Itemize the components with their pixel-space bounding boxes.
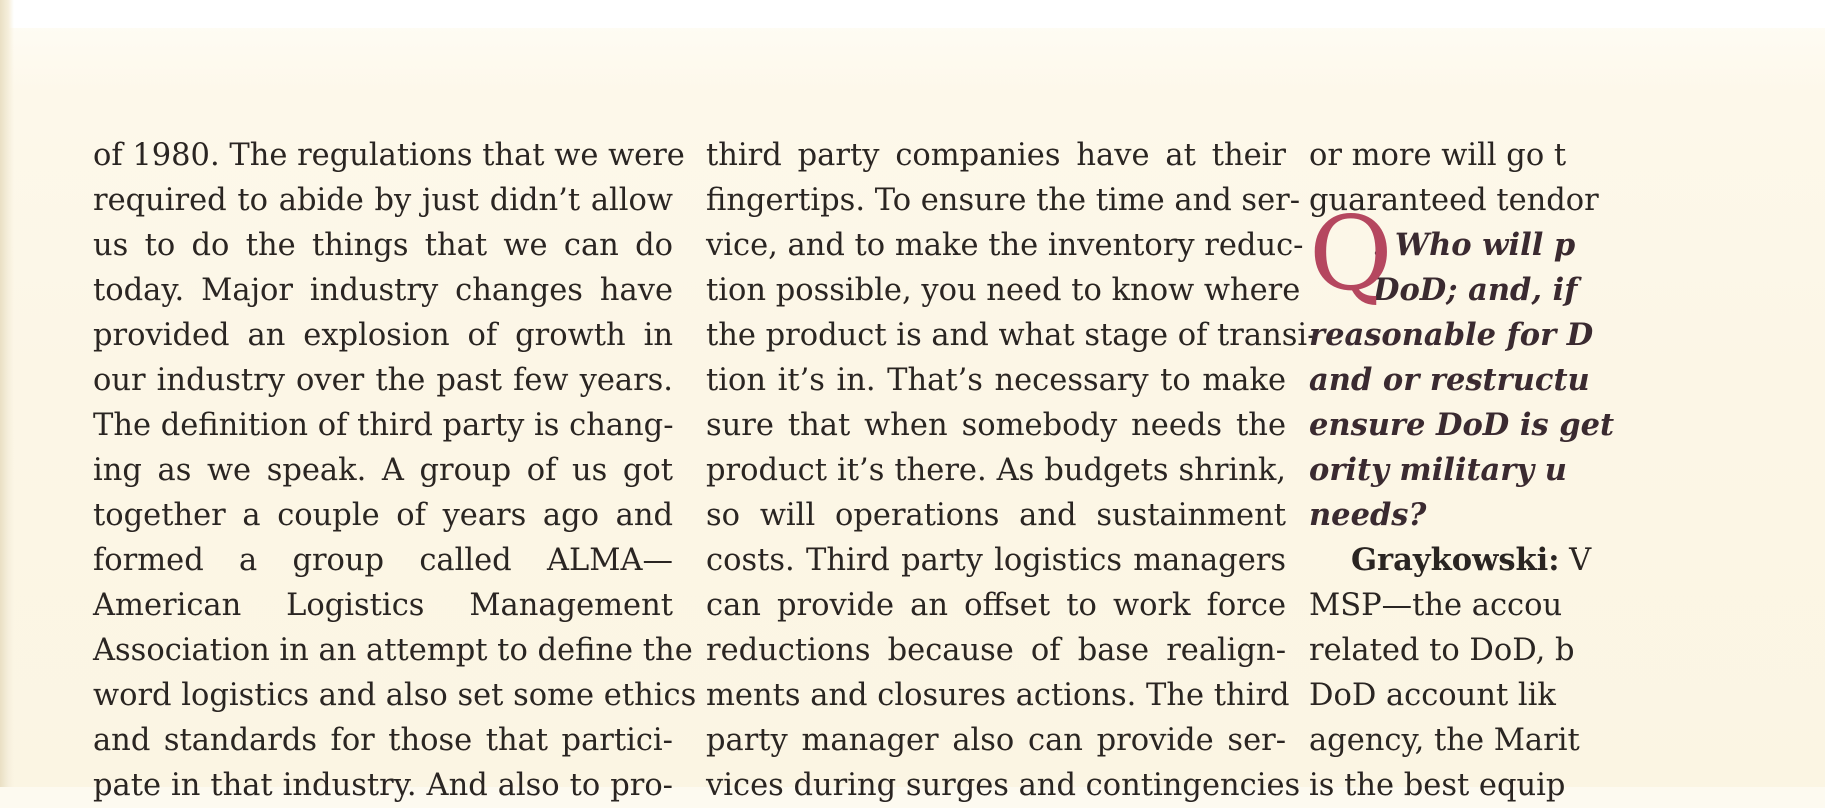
column-1-line-12: Association in an attempt to define the	[93, 633, 693, 668]
question-line-7: needs?	[1309, 497, 1427, 533]
column-1-line-3: us to do the things that we can do	[93, 228, 673, 263]
column-1-line-6: our industry over the past few years.	[93, 363, 673, 398]
column-2-line-4: tion possible, you need to know where	[706, 273, 1301, 308]
scan-top-margin	[0, 0, 1825, 28]
text-column-1	[93, 133, 697, 808]
answer-line-1: MSP—the accou	[1309, 588, 1563, 623]
answer-first-text: V	[1559, 543, 1592, 578]
column-2-line-1: third party companies have at their	[706, 138, 1286, 173]
column-2-line-11: can provide an offset to work force	[706, 588, 1286, 623]
column-2-line-15: vices during surges and contingencies	[706, 768, 1301, 803]
column-2-line-8: product it’s there. As budgets shrink,	[706, 453, 1286, 488]
question-line-2: DoD; and, if	[1373, 272, 1578, 308]
column-2-line-2: fingertips. To ensure the time and ser-	[706, 183, 1301, 218]
column-1-line-13: word logistics and also set some ethics	[93, 678, 697, 713]
column-2-line-3: vice, and to make the inventory reduc-	[706, 228, 1304, 263]
column-1-line-9: together a couple of years ago and	[93, 498, 673, 533]
column-1-line-8: ing as we speak. A group of us got	[93, 453, 673, 488]
column-2-line-14: party manager also can provide ser-	[706, 723, 1286, 758]
column-2-line-13: ments and closures actions. The third	[706, 678, 1290, 713]
answer-line-4: agency, the Marit	[1309, 723, 1580, 758]
text-column-3	[1309, 133, 1825, 808]
answer-line-2: related to DoD, b	[1309, 633, 1575, 668]
column-3-line-1: or more will go t	[1309, 138, 1567, 173]
column-2-line-7: sure that when somebody needs the	[706, 408, 1286, 443]
column-1-line-10: formed a group called ALMA—	[93, 543, 673, 578]
text-column-2	[706, 133, 1318, 808]
column-1-line-1: of 1980. The regulations that we were	[93, 138, 685, 173]
column-2-line-9: so will operations and sustainment	[706, 498, 1286, 533]
answer-first-line	[1309, 538, 1825, 583]
page-gutter-shadow	[0, 0, 14, 787]
column-1-line-15: pate in that industry. And also to pro-	[93, 768, 673, 803]
column-1-line-11: American Logistics Management	[93, 588, 673, 623]
column-2-line-5: the product is and what stage of transi-	[706, 318, 1318, 353]
column-1-line-14: and standards for those that partici-	[93, 723, 673, 758]
column-1-line-7: The definition of third party is chang-	[93, 408, 674, 443]
column-3-line-2: guaranteed tendor	[1309, 183, 1599, 218]
question-line-3: reasonable for D	[1309, 317, 1594, 353]
question-line-6: ority military u	[1309, 452, 1567, 488]
question-line-4: and or restructu	[1309, 362, 1590, 398]
column-1-line-4: today. Major industry changes have	[93, 273, 673, 308]
question-line-1: : Who will p	[1373, 227, 1576, 263]
answer-line-3: DoD account lik	[1309, 678, 1556, 713]
question-dropcap: Q	[1309, 195, 1393, 314]
column-2-line-6: tion it’s in. That’s necessary to make	[706, 363, 1286, 398]
answer-line-5: is the best equip	[1309, 768, 1566, 803]
column-2-line-12: reductions because of base realign-	[706, 633, 1286, 668]
column-2-line-10: costs. Third party logistics managers	[706, 543, 1286, 578]
question-line-5: ensure DoD is get	[1309, 407, 1615, 443]
speaker-name: Graykowski:	[1351, 542, 1560, 578]
column-1-line-2: required to abide by just didn’t allow	[93, 183, 673, 218]
column-1-line-5: provided an explosion of growth in	[93, 318, 673, 353]
